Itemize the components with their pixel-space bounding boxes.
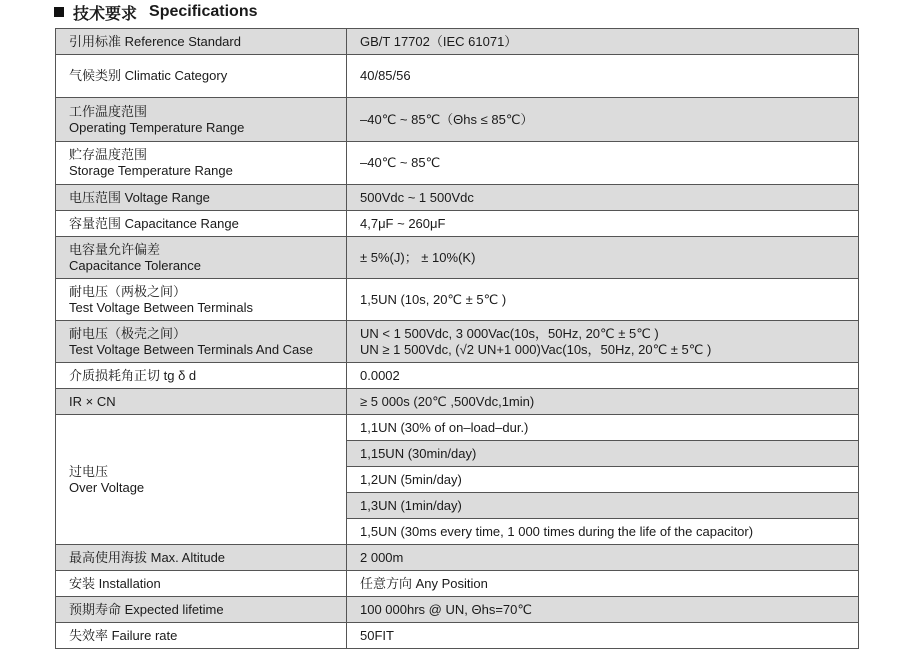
spec-label: 过电压 Over Voltage <box>56 415 347 545</box>
table-row <box>56 211 859 237</box>
spec-value: –40℃ ~ 85℃ <box>347 142 859 185</box>
spec-value: 40/85/56 <box>347 55 859 98</box>
table-row <box>56 279 859 321</box>
spec-label: 最高使用海拔 Max. Altitude <box>56 545 347 571</box>
spec-value: 0.0002 <box>347 363 859 389</box>
spec-label: 预期寿命 Expected lifetime <box>56 597 347 623</box>
specifications-table <box>55 28 859 649</box>
spec-label: 贮存温度范围 Storage Temperature Range <box>56 142 347 185</box>
table-row <box>56 389 859 415</box>
table-row <box>56 237 859 279</box>
spec-value: –40℃ ~ 85℃（Θhs ≤ 85℃） <box>347 98 859 142</box>
spec-value: 1,3UN (1min/day) <box>347 493 859 519</box>
table-row <box>56 142 859 185</box>
table-row <box>56 321 859 363</box>
spec-value: UN < 1 500Vdc, 3 000Vac(10s，50Hz, 20℃ ± 5℃ ) UN ≥ 1 500Vdc, (√2 UN+1 000)Vac(10s，50Hz, 20℃ ± 5℃ ) <box>347 321 859 363</box>
spec-value: 2 000m <box>347 545 859 571</box>
table-row <box>56 415 859 441</box>
section-title-en: Specifications <box>149 3 258 20</box>
spec-value: ± 5%(J)； ± 10%(K) <box>347 237 859 279</box>
table-row <box>56 545 859 571</box>
table-row <box>56 185 859 211</box>
spec-label: 安装 Installation <box>56 571 347 597</box>
spec-value: 1,5UN (10s, 20℃ ± 5℃ ) <box>347 279 859 321</box>
spec-value: 1,15UN (30min/day) <box>347 441 859 467</box>
table-row <box>56 29 859 55</box>
table-row <box>56 597 859 623</box>
table-row <box>56 55 859 98</box>
spec-value: ≥ 5 000s (20℃ ,500Vdc,1min) <box>347 389 859 415</box>
bullet-square-icon <box>54 7 64 17</box>
spec-label: 工作温度范围 Operating Temperature Range <box>56 98 347 142</box>
spec-value: 1,5UN (30ms every time, 1 000 times during the life of the capacitor) <box>347 519 859 545</box>
spec-value: 1,2UN (5min/day) <box>347 467 859 493</box>
spec-label: 引用标准 Reference Standard <box>56 29 347 55</box>
table-row <box>56 98 859 142</box>
spec-value: 1,1UN (30% of on–load–dur.) <box>347 415 859 441</box>
table-row <box>56 571 859 597</box>
spec-value: 4,7μF ~ 260μF <box>347 211 859 237</box>
spec-value: 任意方向 Any Position <box>347 571 859 597</box>
spec-value: GB/T 17702（IEC 61071） <box>347 29 859 55</box>
spec-label: IR × CN <box>56 389 347 415</box>
table-row <box>56 363 859 389</box>
section-title-cn: 技术要求 <box>73 5 138 23</box>
spec-label: 电压范围 Voltage Range <box>56 185 347 211</box>
spec-label: 失效率 Failure rate <box>56 623 347 649</box>
spec-label: 气候类别 Climatic Category <box>56 55 347 98</box>
spec-label: 容量范围 Capacitance Range <box>56 211 347 237</box>
spec-value: 500Vdc ~ 1 500Vdc <box>347 185 859 211</box>
spec-label: 介质损耗角正切 tg δ d <box>56 363 347 389</box>
spec-label: 耐电压（极壳之间） Test Voltage Between Terminals And Case <box>56 321 347 363</box>
spec-label: 耐电压（两极之间） Test Voltage Between Terminals <box>56 279 347 321</box>
spec-value: 50FIT <box>347 623 859 649</box>
spec-label: 电容量允许偏差 Capacitance Tolerance <box>56 237 347 279</box>
spec-value: 100 000hrs @ UN, Θhs=70℃ <box>347 597 859 623</box>
table-row <box>56 623 859 649</box>
section-header <box>54 2 258 22</box>
